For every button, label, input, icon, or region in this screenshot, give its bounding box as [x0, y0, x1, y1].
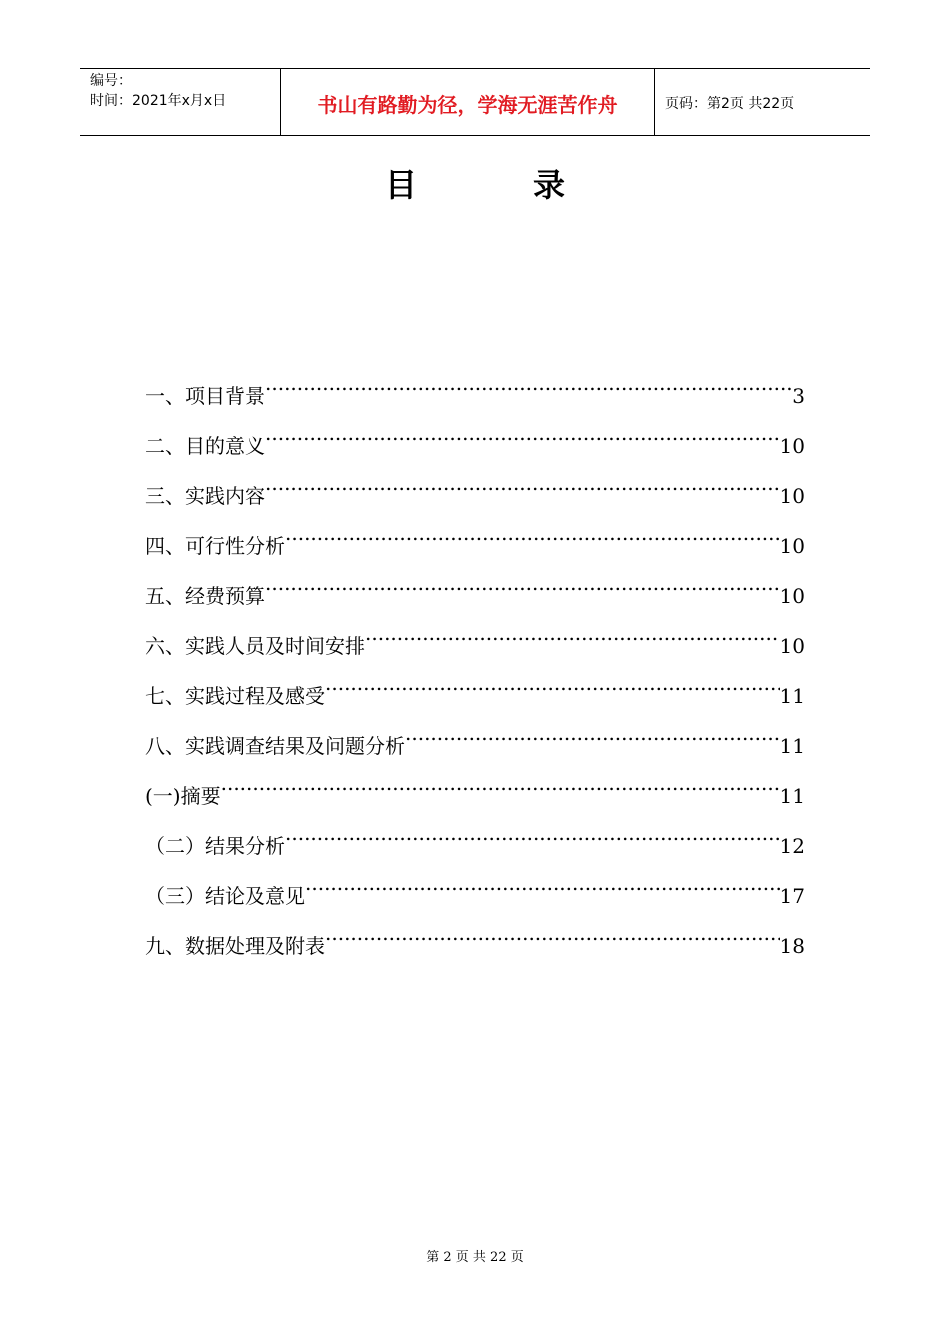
toc-entry-label: 七、实践过程及感受	[145, 684, 325, 708]
toc-leader-dots	[265, 363, 792, 403]
toc-entry-page: 11	[779, 684, 805, 708]
toc-entry[interactable]	[145, 363, 805, 413]
toc-entry-label: 六、实践人员及时间安排	[145, 634, 365, 658]
toc-entry-label: （三）结论及意见	[145, 884, 305, 908]
toc-entry[interactable]	[145, 913, 805, 963]
page-footer: 第 2 页 共 22 页	[426, 1250, 524, 1265]
toc-leader-dots	[305, 863, 780, 903]
toc-entry-page: 18	[779, 934, 805, 958]
toc-entry-label: 一、项目背景	[145, 384, 265, 408]
toc-entry-page: 10	[779, 534, 805, 558]
toc-entry[interactable]	[145, 413, 805, 463]
header-date: 时间：2021年x月x日	[90, 93, 227, 109]
toc-entry-label: 三、实践内容	[145, 484, 265, 508]
toc-entry[interactable]	[145, 713, 805, 763]
toc-entry[interactable]	[145, 563, 805, 613]
toc-entry-label: （二）结果分析	[145, 834, 285, 858]
toc-entry-label: (一)摘要	[145, 784, 221, 808]
toc-leader-dots	[285, 513, 780, 553]
toc-entry[interactable]	[145, 863, 805, 913]
toc-entry[interactable]	[145, 613, 805, 663]
toc-leader-dots	[325, 913, 780, 953]
toc-leader-dots	[365, 613, 780, 653]
header-motto: 书山有路勤为径，学海无涯苦作舟	[281, 69, 655, 135]
toc-entry-page: 10	[779, 634, 805, 658]
toc-leader-dots	[265, 463, 780, 503]
title-char-1: 目	[384, 166, 417, 204]
title-char-2: 录	[533, 166, 566, 204]
toc-entry-label: 二、目的意义	[145, 434, 265, 458]
toc-leader-dots	[325, 663, 780, 703]
toc-leader-dots	[285, 813, 780, 853]
toc-entry-page: 10	[779, 434, 805, 458]
toc-entry-page: 17	[779, 884, 805, 908]
toc-entry[interactable]	[145, 763, 805, 813]
page-title	[0, 160, 950, 206]
header-number-label: 编号：	[90, 73, 132, 89]
toc-entry-label: 五、经费预算	[145, 584, 265, 608]
toc-leader-dots	[405, 713, 780, 753]
header-meta	[80, 69, 281, 135]
toc-entry-page: 3	[792, 384, 805, 408]
toc-entry[interactable]	[145, 463, 805, 513]
toc-entry[interactable]	[145, 513, 805, 563]
toc-entry-page: 12	[779, 834, 805, 858]
header-page-info: 页码：第2页 共22页	[665, 96, 795, 112]
toc-entry-page: 10	[779, 584, 805, 608]
toc-entry[interactable]	[145, 813, 805, 863]
toc-leader-dots	[221, 763, 780, 803]
toc-leader-dots	[265, 413, 780, 453]
toc-entry-page: 10	[779, 484, 805, 508]
toc-entry-label: 九、数据处理及附表	[145, 934, 325, 958]
toc-entry-page: 11	[779, 784, 805, 808]
toc-leader-dots	[265, 563, 780, 603]
page-header	[80, 68, 870, 136]
table-of-contents	[145, 363, 805, 963]
toc-entry-label: 八、实践调查结果及问题分析	[145, 734, 405, 758]
toc-entry-label: 四、可行性分析	[145, 534, 285, 558]
toc-entry[interactable]	[145, 663, 805, 713]
toc-entry-page: 11	[779, 734, 805, 758]
